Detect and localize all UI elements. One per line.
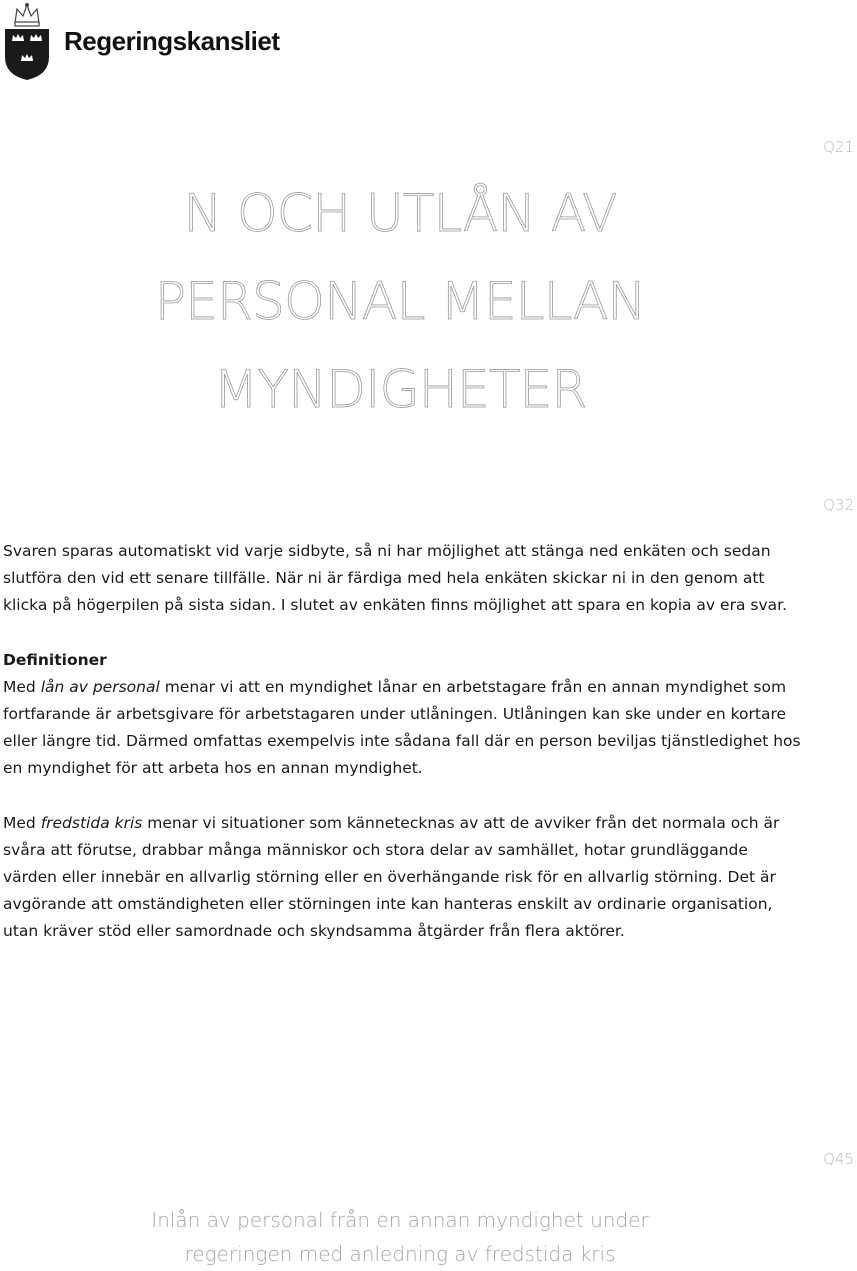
definition-term: lån av personal <box>40 677 160 696</box>
section-title-line2: PERSONAL MELLAN <box>154 272 646 332</box>
definition-lan-av-personal <box>3 674 803 783</box>
intro-text-block <box>3 538 803 973</box>
section-title <box>100 170 700 434</box>
intro-paragraph: Svaren sparas automatiskt vid varje sidbyte, så ni har möjlighet att stänga ned enkäten och sedan slutföra den vid ett senare tillfälle. När ni är färdiga med hela enkäten skickar ni in den genom att klicka på högerpilen på sista sidan. I slutet av enkäten finns möjlighet att spara en kopia av era svar. <box>3 542 787 615</box>
section-title-line1: N OCH UTLÅN AV <box>183 184 617 244</box>
definition-prefix: Med <box>3 813 41 832</box>
definitions-heading: Definitioner <box>3 650 107 669</box>
definition-text: menar vi situationer som kännetecknas av att de avviker från det normala och är svåra att förutse, drabbar många människor och stora delar av samhället, hotar grundläggande värden eller innebär en allvarlig störning eller en överhängande risk för en allvarlig störning. Det är avgörande att omständigheten eller störningen inte kan hanteras enskilt av ordinarie organisation, utan kräver stöd eller samordnade och skyndsamma åtgärder från flera aktörer. <box>3 813 780 941</box>
definition-text: menar vi att en myndighet lånar en arbetstagare från en annan myndighet som fortfarande är arbetsgivare för arbetstagaren under utlåningen. Utlåningen kan ske under en kortare eller längre tid. Därmed omfattas exempelvis inte sådana fall där en person beviljas tjänstledighet hos en myndighet för att arbeta hos en annan myndighet. <box>3 677 801 778</box>
definition-prefix: Med <box>3 677 41 696</box>
question-number-q32: Q32 <box>823 496 854 514</box>
section-title-line3: MYNDIGHETER <box>213 360 587 420</box>
subsection-title-line2: regeringen med anledning av fredstida kris <box>184 1242 616 1266</box>
question-number-q21: Q21 <box>823 138 854 156</box>
definition-fredstida-kris <box>3 810 803 946</box>
org-name: Regeringskansliet <box>64 25 280 56</box>
definition-term: fredstida kris <box>40 813 143 832</box>
subsection-title <box>100 1203 700 1271</box>
subsection-title-line1: Inlån av personal från en annan myndighet under <box>151 1208 649 1232</box>
crown-shield-icon <box>2 1 52 81</box>
question-number-q45: Q45 <box>823 1150 854 1168</box>
header-logo <box>2 0 292 82</box>
